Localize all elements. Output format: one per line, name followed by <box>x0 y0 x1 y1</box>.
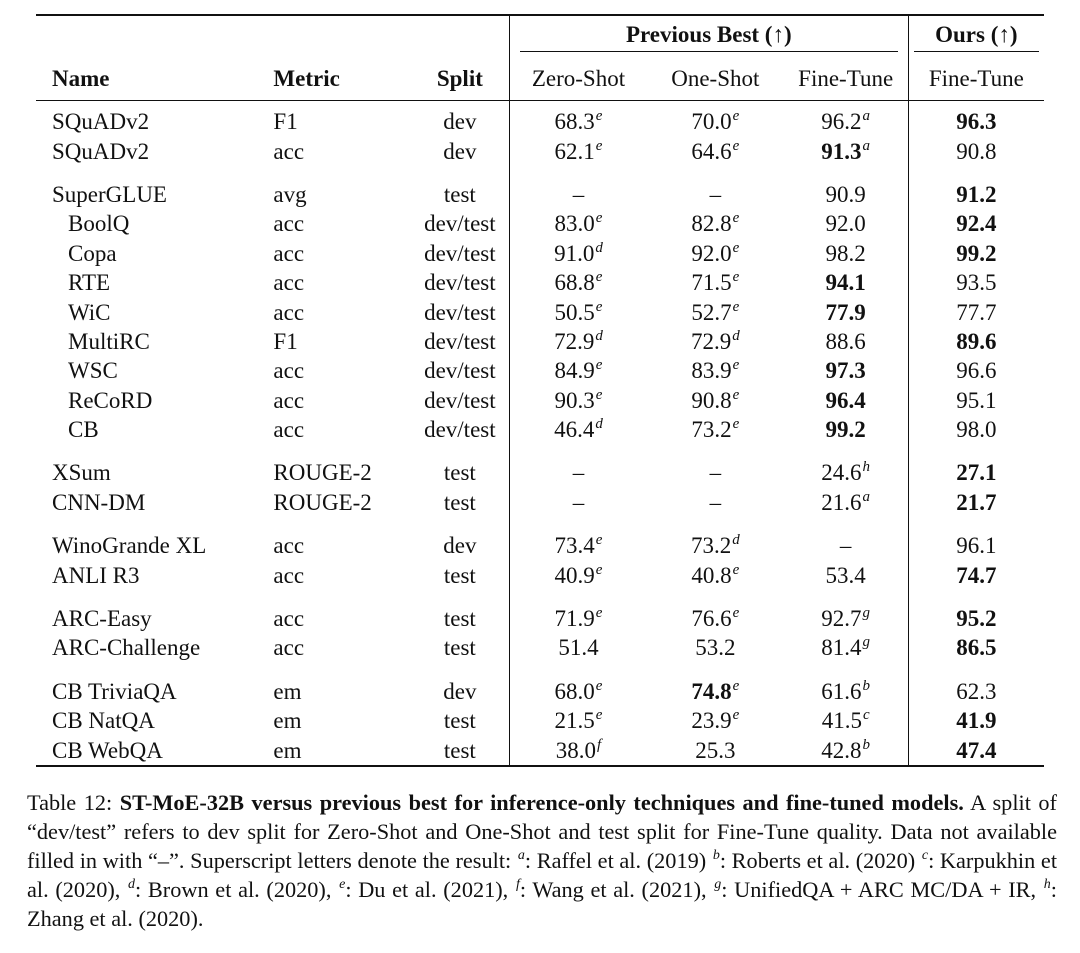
cell-one-shot: – <box>709 489 722 515</box>
cell-fine-tune: 88.6 <box>825 328 866 354</box>
cell-zero-shot: 72.9$^d$ <box>509 327 647 356</box>
reference-text: : UnifiedQA + ARC MC/DA + IR, <box>721 877 1043 902</box>
cell-split: test <box>443 737 476 763</box>
footnote-marker: a <box>517 848 525 863</box>
footnote-marker: e <box>595 269 603 286</box>
cell-zero-shot: 68.3e <box>509 101 647 137</box>
cell-fine-tune: 41.5$^c$ <box>821 707 870 734</box>
cell-zero-shot: 83.0e <box>509 209 647 238</box>
cell-zero-shot: 84.9e <box>509 356 647 385</box>
table-row <box>36 101 1044 137</box>
cell-metric: acc <box>273 635 305 661</box>
reference-text: : Brown et al. (2020), <box>135 877 339 902</box>
cell-split: test <box>443 562 476 588</box>
cell-name: CNN-DM <box>52 489 146 515</box>
cell-fine-tune: 61.6$^b$ <box>821 677 871 704</box>
cell-split: test <box>443 181 476 207</box>
group-spacer <box>36 166 1044 180</box>
cell-one-shot: 52.7e <box>691 298 740 325</box>
cell-metric: F1 <box>273 328 298 354</box>
reference-text: : Wang et al. (2021), <box>519 877 714 902</box>
cell-metric: em <box>273 708 302 734</box>
table-row <box>36 327 1044 356</box>
column-header-ours-fine-tune: Fine-Tune <box>908 56 1044 101</box>
cell-one-shot: 82.8e <box>691 210 740 237</box>
cell-fine-tune: 77.9 <box>825 299 866 325</box>
table-row <box>36 209 1044 238</box>
cell-zero-shot: 68.0e <box>509 677 647 706</box>
cell-ours-fine-tune: 47.4 <box>908 735 1044 765</box>
cell-name: WiC <box>68 299 111 325</box>
cell-one-shot: – <box>709 181 722 207</box>
cell-name: RTE <box>68 270 111 296</box>
footnote-marker: e <box>595 532 603 549</box>
footnote-marker: e <box>732 108 740 125</box>
cell-fine-tune: 91.3$^a$ <box>821 137 871 164</box>
footnote-marker: d <box>595 327 603 344</box>
cell-name: CB WebQA <box>52 737 163 763</box>
cell-name: WSC <box>68 358 118 384</box>
caption-sentence: Superscript letters denote the result: <box>190 848 512 873</box>
cell-one-shot: 40.8e <box>691 561 740 588</box>
cell-split: dev/test <box>424 387 496 413</box>
footnote-marker: b <box>862 677 871 694</box>
cell-zero-shot: 68.8e <box>509 268 647 297</box>
footnote-marker: e <box>595 137 603 154</box>
cell-name: ReCoRD <box>68 387 153 413</box>
footnote-marker: g <box>862 605 871 622</box>
cell-one-shot: 76.6e <box>691 605 740 632</box>
cell-one-shot: 74.8e <box>691 677 740 704</box>
cell-split: test <box>443 606 476 632</box>
cell-one-shot: 73.2e <box>691 416 740 443</box>
cell-fine-tune: 97.3 <box>825 358 866 384</box>
table-row <box>36 268 1044 297</box>
table-row <box>36 633 1044 662</box>
cell-metric: acc <box>273 533 305 559</box>
cell-ours-fine-tune: 93.5 <box>908 268 1044 297</box>
footnote-marker: e <box>732 210 740 227</box>
results-table <box>36 14 1044 767</box>
table-row <box>36 386 1044 415</box>
footnote-marker: g <box>714 877 722 892</box>
cell-ours-fine-tune: 62.3 <box>908 677 1044 706</box>
cell-zero-shot: 38.0$^f$ <box>509 735 647 765</box>
footnote-marker: e <box>732 561 740 578</box>
ours-heading: Ours (↑) <box>914 20 1039 52</box>
cell-one-shot: 71.5e <box>691 269 740 296</box>
cell-split: dev <box>443 138 477 164</box>
cell-fine-tune: 99.2 <box>825 417 866 443</box>
reference-text: : Du et al. (2021), <box>345 877 515 902</box>
cell-metric: acc <box>273 562 305 588</box>
footnote-marker: d <box>595 239 603 256</box>
cell-metric: avg <box>273 181 307 207</box>
cell-zero-shot: – <box>509 458 647 487</box>
cell-fine-tune: 53.4 <box>825 562 866 588</box>
reference-text: : Roberts et al. (2020) <box>719 848 921 873</box>
footnote-marker: e <box>732 239 740 256</box>
cell-ours-fine-tune: 96.1 <box>908 531 1044 560</box>
cell-split: dev/test <box>424 270 496 296</box>
column-header-one-shot: One-Shot <box>671 65 760 91</box>
footnote-marker: e <box>595 386 603 403</box>
cell-one-shot: 64.6e <box>691 137 740 164</box>
table-caption <box>27 788 1057 933</box>
cell-zero-shot: 91.0$^d$ <box>509 239 647 268</box>
cell-split: dev/test <box>424 299 496 325</box>
cell-metric: acc <box>273 299 305 325</box>
caption-label: Table 12: <box>27 790 113 815</box>
footnote-marker: f <box>515 877 520 892</box>
cell-ours-fine-tune: 92.4 <box>908 209 1044 238</box>
footnote-marker: e <box>732 357 740 374</box>
group-spacer <box>36 444 1044 458</box>
footnote-marker: d <box>732 532 740 549</box>
cell-name: SQuADv2 <box>52 109 150 135</box>
cell-fine-tune: 21.6$^a$ <box>821 488 871 515</box>
cell-fine-tune: 81.4$^g$ <box>821 634 871 661</box>
cell-metric: acc <box>273 387 305 413</box>
cell-zero-shot: 50.5e <box>509 297 647 326</box>
footnote-marker: e <box>595 108 603 125</box>
footnote-marker: e <box>595 210 603 227</box>
cell-fine-tune: 42.8$^b$ <box>821 736 871 763</box>
table-row <box>36 531 1044 560</box>
footnote-marker: e <box>732 386 740 403</box>
cell-name: ARC-Challenge <box>52 635 201 661</box>
header-columns-row <box>36 56 1044 101</box>
cell-zero-shot: 62.1e <box>509 136 647 165</box>
cell-metric: acc <box>273 138 305 164</box>
footnote-marker: e <box>595 561 603 578</box>
cell-split: dev/test <box>424 358 496 384</box>
cell-metric: acc <box>273 417 305 443</box>
table-row <box>36 180 1044 209</box>
footnote-marker: e <box>595 605 603 622</box>
cell-ours-fine-tune: 95.2 <box>908 604 1044 633</box>
cell-ours-fine-tune: 86.5 <box>908 633 1044 662</box>
cell-ours-fine-tune: 89.6 <box>908 327 1044 356</box>
cell-zero-shot: – <box>509 488 647 517</box>
cell-split: dev/test <box>424 328 496 354</box>
footnote-marker: e <box>732 605 740 622</box>
cell-ours-fine-tune: 95.1 <box>908 386 1044 415</box>
cell-zero-shot: 51.4 <box>509 633 647 662</box>
footnote-marker: e <box>732 677 740 694</box>
table-row <box>36 239 1044 268</box>
cell-fine-tune: 90.9 <box>825 181 866 207</box>
cell-one-shot: 83.9e <box>691 357 740 384</box>
footnote-marker: e <box>595 298 603 315</box>
cell-zero-shot: 40.9e <box>509 560 647 589</box>
cell-fine-tune: 24.6$^h$ <box>821 459 871 486</box>
cell-split: dev <box>443 533 477 559</box>
cell-metric: acc <box>273 240 305 266</box>
cell-one-shot: 92.0e <box>691 239 740 266</box>
column-header-fine-tune: Fine-Tune <box>798 65 894 91</box>
cell-metric: acc <box>273 606 305 632</box>
cell-split: test <box>443 460 476 486</box>
group-spacer <box>36 663 1044 677</box>
cell-name: CB <box>68 417 99 443</box>
cell-name: ANLI R3 <box>52 562 140 588</box>
cell-fine-tune: 94.1 <box>825 270 866 296</box>
table-row <box>36 560 1044 589</box>
cell-ours-fine-tune: 27.1 <box>908 458 1044 487</box>
cell-split: dev/test <box>424 417 496 443</box>
cell-zero-shot: – <box>509 180 647 209</box>
caption-title: ST-MoE-32B versus previous best for inference-only techniques and fine-tuned models. <box>119 790 964 815</box>
cell-ours-fine-tune: 99.2 <box>908 239 1044 268</box>
cell-name: XSum <box>52 460 111 486</box>
cell-split: test <box>443 708 476 734</box>
footnote-marker: h <box>862 459 871 476</box>
footnote-marker: g <box>862 634 871 651</box>
cell-ours-fine-tune: 98.0 <box>908 415 1044 444</box>
cell-name: Copa <box>68 240 117 266</box>
cell-split: dev/test <box>424 211 496 237</box>
footnote-marker: e <box>732 416 740 433</box>
footnote-marker: a <box>862 488 871 505</box>
cell-one-shot: 90.8e <box>691 386 740 413</box>
table-row <box>36 297 1044 326</box>
cell-name: MultiRC <box>68 328 150 354</box>
cell-one-shot: 25.3 <box>695 737 736 763</box>
cell-ours-fine-tune: 21.7 <box>908 488 1044 517</box>
cell-metric: F1 <box>273 109 298 135</box>
footnote-marker: c <box>921 848 929 863</box>
cell-ours-fine-tune: 96.6 <box>908 356 1044 385</box>
cell-one-shot: 53.2 <box>695 635 736 661</box>
cell-name: BoolQ <box>68 211 130 237</box>
group-spacer <box>36 590 1044 604</box>
footnote-marker: e <box>732 137 740 154</box>
footnote-marker: d <box>732 327 740 344</box>
cell-fine-tune: – <box>839 533 852 559</box>
cell-one-shot: 73.2$^d$ <box>690 532 740 559</box>
caption-sentence: Data not available filled in with “–”. <box>27 819 1057 873</box>
table-row <box>36 136 1044 165</box>
table-row <box>36 415 1044 444</box>
cell-metric: ROUGE-2 <box>273 460 372 486</box>
caption-sentence: A split of “dev/test” refers to dev split for Zero-Shot and One-Shot and test split for Fine-Tune quality. <box>27 790 1057 844</box>
cell-one-shot: – <box>709 460 722 486</box>
table-row <box>36 706 1044 735</box>
cell-ours-fine-tune: 91.2 <box>908 180 1044 209</box>
footnote-marker: e <box>595 707 603 724</box>
cell-name: ARC-Easy <box>52 606 152 632</box>
cell-one-shot: 23.9e <box>691 707 740 734</box>
cell-fine-tune: 92.0 <box>825 211 866 237</box>
group-spacer <box>36 517 1044 531</box>
cell-zero-shot: 21.5e <box>509 706 647 735</box>
cell-name: SQuADv2 <box>52 138 150 164</box>
reference-text: : Raffel et al. (2019) <box>524 848 712 873</box>
footnote-marker: d <box>595 416 603 433</box>
cell-fine-tune: 96.4 <box>825 387 866 413</box>
cell-name: CB NatQA <box>52 708 155 734</box>
cell-metric: ROUGE-2 <box>273 489 372 515</box>
footnote-marker: e <box>732 269 740 286</box>
cell-split: test <box>443 635 476 661</box>
cell-metric: acc <box>273 211 305 237</box>
cell-metric: acc <box>273 358 305 384</box>
footnote-marker: e <box>595 677 603 694</box>
table-row <box>36 356 1044 385</box>
footnote-marker: h <box>1043 877 1051 892</box>
footnote-marker: c <box>862 707 870 724</box>
table-row <box>36 735 1044 765</box>
footnote-marker: b <box>712 848 720 863</box>
cell-name: WinoGrande XL <box>52 533 207 559</box>
reference-text: : Karpukhin et al. (2020), <box>27 848 1058 902</box>
footnote-marker: a <box>862 137 871 154</box>
table-row <box>36 458 1044 487</box>
cell-zero-shot: 73.4e <box>509 531 647 560</box>
footnote-marker: b <box>862 736 871 753</box>
cell-ours-fine-tune: 90.8 <box>908 136 1044 165</box>
cell-metric: em <box>273 737 302 763</box>
column-header-zero-shot: Zero-Shot <box>509 56 647 101</box>
cell-split: dev/test <box>424 240 496 266</box>
cell-zero-shot: 46.4$^d$ <box>509 415 647 444</box>
previous-best-heading: Previous Best (↑) <box>520 20 898 52</box>
footnote-marker: d <box>128 877 136 892</box>
cell-ours-fine-tune: 41.9 <box>908 706 1044 735</box>
footnote-marker: e <box>595 357 603 374</box>
cell-ours-fine-tune: 77.7 <box>908 297 1044 326</box>
column-header-name: Name <box>52 65 110 91</box>
table-row <box>36 677 1044 706</box>
table-body <box>36 101 1044 766</box>
cell-zero-shot: 71.9e <box>509 604 647 633</box>
cell-one-shot: 72.9$^d$ <box>690 327 740 354</box>
cell-split: dev <box>443 109 477 135</box>
table-row <box>36 488 1044 517</box>
footnote-marker: f <box>597 736 602 753</box>
cell-metric: acc <box>273 270 305 296</box>
cell-fine-tune: 96.2$^a$ <box>821 108 871 135</box>
cell-fine-tune: 92.7$^g$ <box>821 605 871 632</box>
cell-metric: em <box>273 678 302 704</box>
cell-ours-fine-tune: 96.3 <box>908 101 1044 137</box>
footnote-marker: e <box>339 877 346 892</box>
cell-split: test <box>443 489 476 515</box>
cell-split: dev <box>443 678 477 704</box>
column-header-metric: Metric <box>273 65 340 91</box>
cell-fine-tune: 98.2 <box>825 240 866 266</box>
cell-ours-fine-tune: 74.7 <box>908 560 1044 589</box>
cell-one-shot: 70.0e <box>691 108 740 135</box>
footnote-marker: e <box>732 707 740 724</box>
header-group-row <box>36 15 1044 56</box>
footnote-marker: a <box>862 108 871 125</box>
reference-text: : Zhang et al. (2020). <box>27 877 1057 931</box>
cell-name: SuperGLUE <box>52 181 167 207</box>
cell-name: CB TriviaQA <box>52 678 177 704</box>
footnote-marker: e <box>732 298 740 315</box>
cell-zero-shot: 90.3e <box>509 386 647 415</box>
table-row <box>36 604 1044 633</box>
column-header-split: Split <box>436 65 483 91</box>
